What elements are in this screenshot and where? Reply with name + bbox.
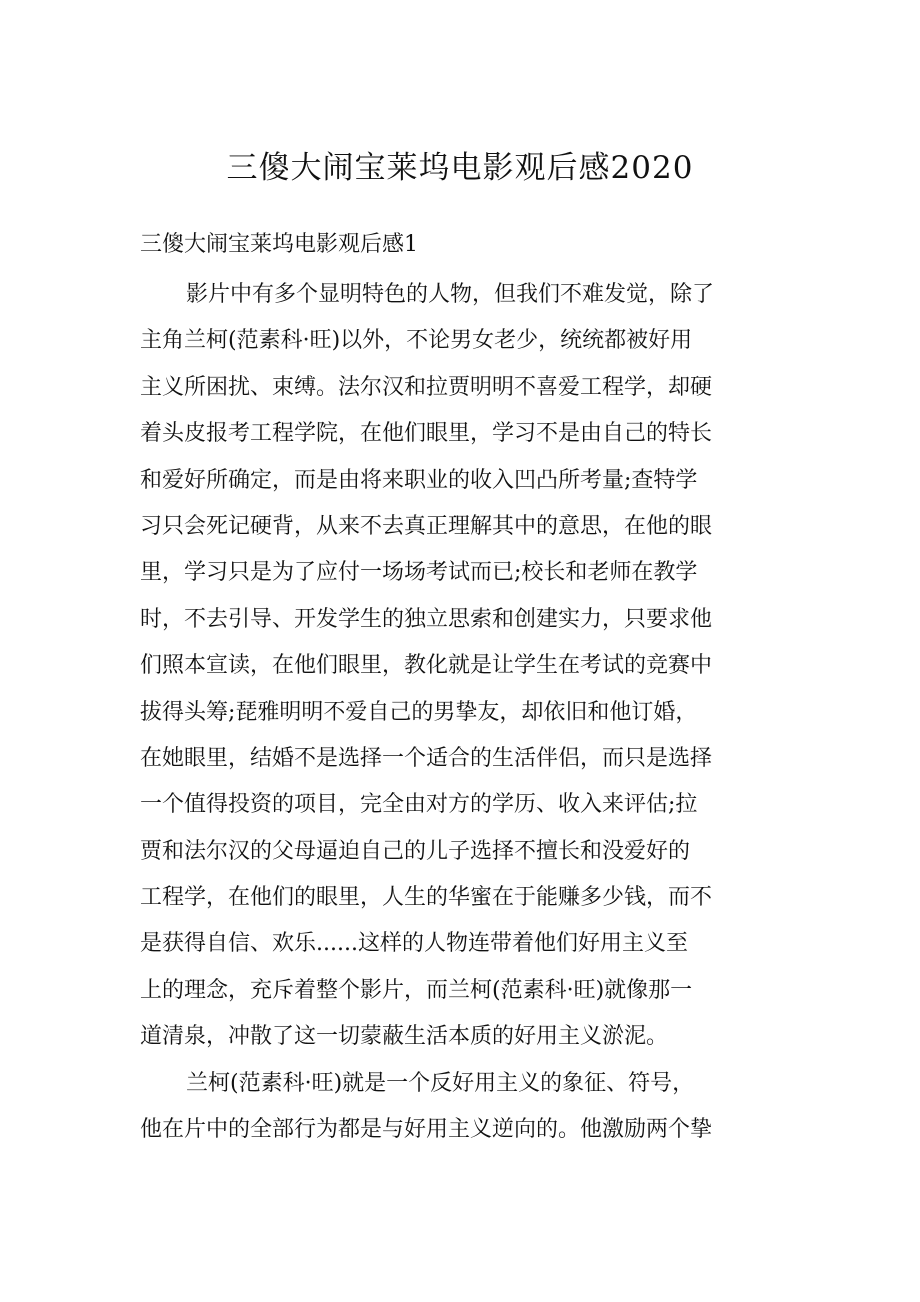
text-line: 一个值得投资的项目，完全由对方的学历、收入来评估;拉 xyxy=(140,792,698,818)
text-line: 他在片中的全部行为都是与好用主义逆向的。他激励两个挚 xyxy=(140,1117,713,1143)
text-line: 影片中有多个显明特色的人物，但我们不难发觉，除了 xyxy=(186,282,715,307)
text-line: 上的理念，充斥着整个影片，而兰柯(范素科·旺)就像那一 xyxy=(140,977,693,1003)
text-line: 兰柯(范素科·旺)就是一个反好用主义的象征、符号， xyxy=(186,1070,695,1096)
text-line: 贾和法尔汉的父母逼迫自己的儿子选择不擅长和没爱好的 xyxy=(140,838,691,864)
document-title: 三傻大闹宝莱坞电影观后感2020 xyxy=(226,150,694,186)
text-line: 拔得头筹;琵雅明明不爱自己的男挚友，却依旧和他订婚， xyxy=(140,699,698,725)
text-line: 时，不去引导、开发学生的独立思索和创建实力，只要求他 xyxy=(140,606,713,632)
paragraph-1 xyxy=(140,272,792,1061)
text-line: 习只会死记硬背，从来不去真正理解其中的意思，在他的眼 xyxy=(140,513,713,539)
text-line: 里，学习只是为了应付一场场考试而已;校长和老师在教学 xyxy=(140,560,698,586)
text-line: 道清泉，冲散了这一切蒙蔽生活本质的好用主义淤泥。 xyxy=(140,1024,669,1050)
text-line: 主义所困扰、束缚。法尔汉和拉贾明明不喜爱工程学，却硬 xyxy=(140,374,713,400)
text-line: 们照本宣读，在他们眼里，教化就是让学生在考试的竞赛中 xyxy=(140,653,713,679)
paragraph-2 xyxy=(140,1061,792,1154)
section-heading: 三傻大闹宝莱坞电影观后感1 xyxy=(140,232,418,257)
text-line: 和爱好所确定，而是由将来职业的收入凹凸所考量;查特学 xyxy=(140,467,698,493)
text-line: 是获得自信、欢乐......这样的人物连带着他们好用主义至 xyxy=(140,931,688,957)
text-line: 在她眼里，结婚不是选择一个适合的生活伴侣，而只是选择 xyxy=(140,745,713,771)
text-line: 工程学，在他们的眼里，人生的华蜜在于能赚多少钱，而不 xyxy=(140,885,713,911)
text-line: 主角兰柯(范素科·旺)以外，不论男女老少，统统都被好用 xyxy=(140,328,693,354)
text-line: 着头皮报考工程学院，在他们眼里，学习不是由自己的特长 xyxy=(140,421,713,447)
body-text xyxy=(140,272,792,1153)
